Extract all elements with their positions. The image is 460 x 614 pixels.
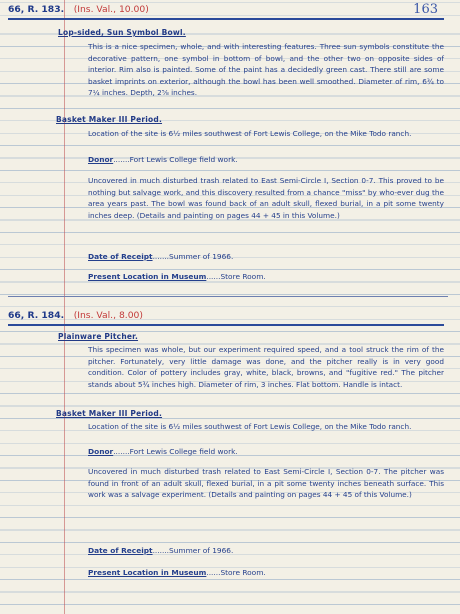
page-number: 163	[413, 2, 438, 17]
donor-label: Donor	[88, 155, 114, 164]
specimen-description: This specimen was whole, but our experiment required speed, and a tool struck the rim of the pitcher. Fortunately, very little damage was done, and the pitcher really is in very good condition. Color of pottery includes gray, white, black, browns, and "fugitive red." The pitcher stands about 5¾ inches high. Diameter of rim, 3 inches. Flat bottom. Handle is intact.	[88, 345, 444, 389]
present-location-label: Present Location in Museum	[88, 568, 207, 577]
donor-line: Donor.......Fort Lewis College field work.	[88, 447, 238, 456]
donor-value: Fort Lewis College field work.	[129, 155, 238, 164]
find-context: Uncovered in much disturbed trash related to East Semi-Circle I, Section 0-7. This proved to be nothing but salvage work, and this discovery resulted from a chance "miss" by who-ever dug the area years past. The bowl was found back of an adult skull, flexed burial, in a pit some twenty inches deep. (Details and painting on pages 44 + 45 in this Volume.)	[88, 176, 444, 220]
catalog-number: 66, R. 183.	[8, 4, 65, 15]
present-location-line: Present Location in Museum......Store Room.	[88, 568, 266, 577]
heading-rule	[8, 324, 444, 326]
present-location-line: Present Location in Museum......Store Room.	[88, 272, 266, 281]
donor-value: Fort Lewis College field work.	[129, 447, 238, 456]
receipt-value: Summer of 1966.	[169, 252, 234, 261]
donor-line: Donor.......Fort Lewis College field work.	[88, 155, 238, 164]
receipt-label: Date of Receipt	[88, 546, 153, 555]
insurance-value: (Ins. Val., 8.00)	[73, 310, 143, 321]
heading-rule	[8, 18, 444, 20]
specimen-description: This is a nice specimen, whole, and with interesting features. Three sun symbols constitute the decorative pattern, one symbol in bottom of bowl, and the other two on opposite sides of interior. Rim also is painted. Some of the paint has a decidedly green cast. There still are some basket imprints on exterior, although the bowl has been well smoothed. Diameter of rim, 6¾ to 7¼ inches. Depth, 2⅝ inches.	[88, 42, 444, 98]
receipt-line: Date of Receipt.......Summer of 1966.	[88, 252, 234, 261]
specimen-title: Plainware Pitcher.	[58, 332, 139, 341]
site-location: Location of the site is 6½ miles southwest of Fort Lewis College, on the Mike Todo ranch.	[88, 129, 412, 138]
specimen-title: Lop-sided, Sun Symbol Bowl.	[58, 28, 186, 37]
receipt-value: Summer of 1966.	[169, 546, 234, 555]
entry-heading	[8, 310, 143, 321]
period-label: Basket Maker III Period.	[56, 115, 163, 124]
margin-line	[64, 0, 65, 614]
receipt-line: Date of Receipt.......Summer of 1966.	[88, 546, 234, 555]
find-context: Uncovered in much disturbed trash related to East Semi-Circle I, Section 0-7. The pitcher was found in front of an adult skull, flexed burial, in a pit some twenty inches beneath surface. This work was a salvage experiment. (Details and painting on pages 44 + 45 of this Volume.)	[88, 467, 444, 500]
receipt-label: Date of Receipt	[88, 252, 153, 261]
entry-heading	[8, 4, 149, 15]
entry-divider	[8, 296, 448, 297]
present-location-value: Store Room.	[220, 568, 266, 577]
site-location: Location of the site is 6½ miles southwest of Fort Lewis College, on the Mike Todo ranch.	[88, 422, 412, 431]
donor-label: Donor	[88, 447, 114, 456]
present-location-label: Present Location in Museum	[88, 272, 207, 281]
period-label: Basket Maker III Period.	[56, 409, 163, 418]
insurance-value: (Ins. Val., 10.00)	[73, 4, 149, 15]
present-location-value: Store Room.	[220, 272, 266, 281]
catalog-number: 66, R. 184.	[8, 310, 65, 321]
